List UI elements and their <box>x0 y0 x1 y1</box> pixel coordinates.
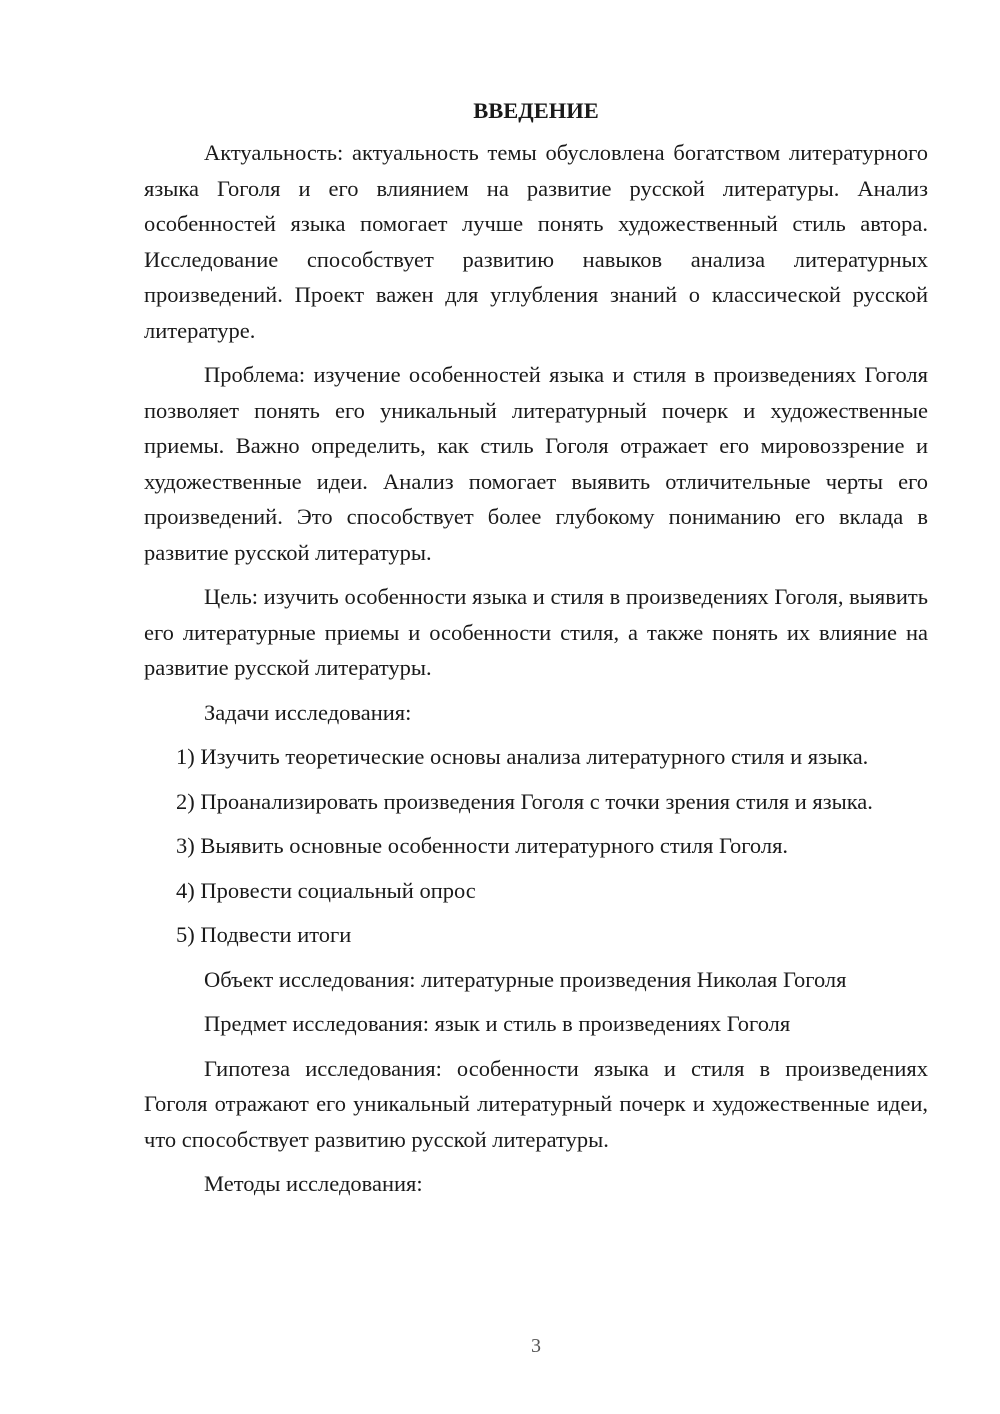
research-hypothesis: Гипотеза исследования: особенности языка и стиля в произведениях Гоголя отражают его уникальный литературный почерк и художественные идеи, что способствует развитию русской литературы. <box>144 1055 928 1152</box>
section-title: ВВЕДЕНИЕ <box>473 98 599 123</box>
paragraph-goal: Цель: изучить особенности языка и стиля в произведениях Гоголя, выявить его литературные приемы и особенности стиля, а также понять их влияние на развитие русской литературы. <box>144 584 928 680</box>
research-subject: Предмет исследования: язык и стиль в произведениях Гоголя <box>204 1011 791 1036</box>
task-item-2: 2) Проанализировать произведения Гоголя с точки зрения стиля и языка. <box>176 788 873 814</box>
task-item-1: 1) Изучить теоретические основы анализа литературного стиля и языка. <box>176 744 869 769</box>
paragraph-relevance: Актуальность: актуальность темы обусловлена богатством литературного языка Гоголя и его влиянием на развитие русской литературы. Анализ особенностей языка помогает лучше понять художественный стиль автора. Исследование способствует развитию навыков анализа литературных произведений. Проект важен для углубления знаний о классической русской литературе. <box>144 140 928 343</box>
page-content <box>144 96 928 1211</box>
task-item-4: 4) Провести социальный опрос <box>176 877 476 903</box>
methods-heading: Методы исследования: <box>204 1171 423 1196</box>
research-object: Объект исследования: литературные произведения Николая Гоголя <box>204 966 847 992</box>
task-item-5: 5) Подвести итоги <box>176 922 352 947</box>
paragraph-problem: Проблема: изучение особенностей языка и стиля в произведениях Гоголя позволяет понять его уникальный литературный почерк и художественные приемы. Важно определить, как стиль Гоголя отражает его мировоззрение и художественные идеи. Анализ помогает выявить отличительные черты его произведений. Это способствует более глубокому пониманию его вклада в развитие русской литературы. <box>144 362 928 565</box>
page-number: 3 <box>531 1335 541 1357</box>
tasks-heading: Задачи исследования: <box>204 699 412 725</box>
task-item-3: 3) Выявить основные особенности литературного стиля Гоголя. <box>176 833 789 858</box>
